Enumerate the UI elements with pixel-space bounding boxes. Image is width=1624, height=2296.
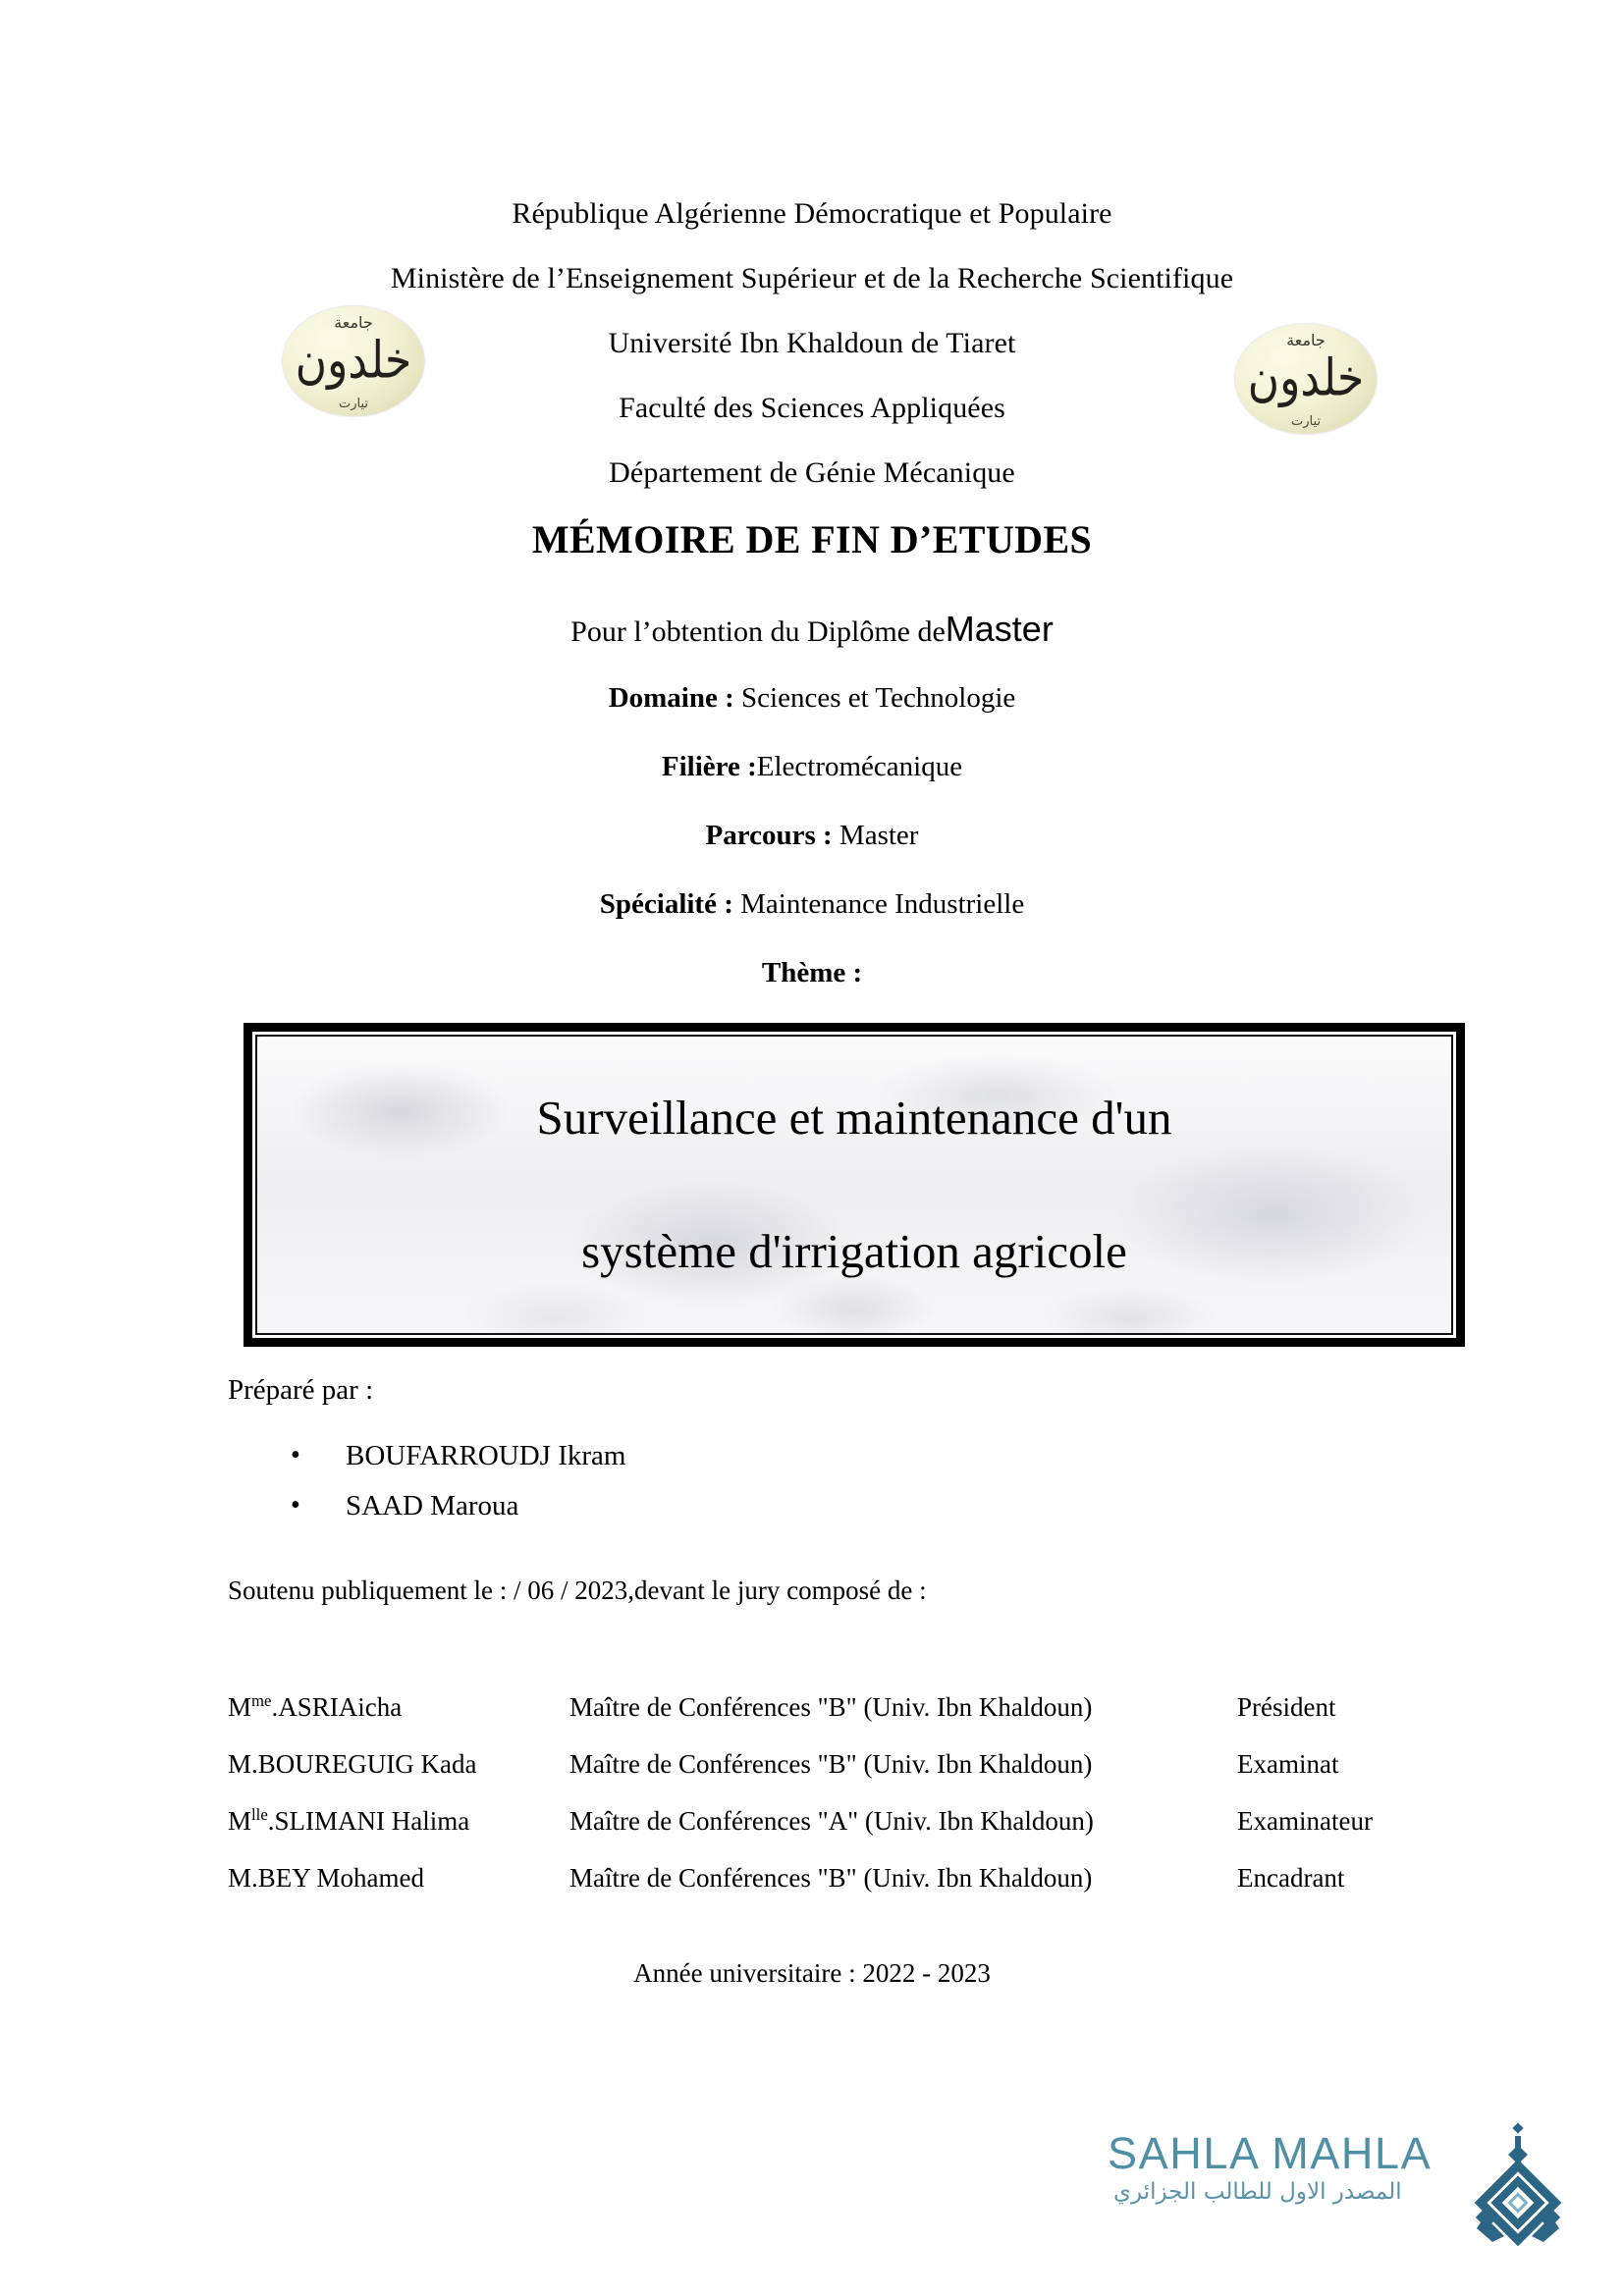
jury-name-text: .BOUREGUIG Kada: [251, 1749, 477, 1779]
table-row: [228, 1679, 1457, 1735]
jury-member-role: Président: [1237, 1692, 1336, 1722]
theme-title-line-2: système d'irrigation agricole: [581, 1224, 1127, 1278]
header-line-university: Université Ibn Khaldoun de Tiaret: [608, 327, 1016, 359]
sahla-mahla-watermark: [1108, 2128, 1559, 2246]
diploma-prefix: Pour l’obtention du Diplôme de: [570, 615, 946, 648]
header-line-faculty: Faculté des Sciences Appliquées: [619, 392, 1005, 424]
theme-box-inner: [255, 1035, 1453, 1335]
seal-right-top-arc-text: جامعة: [1286, 331, 1326, 349]
jury-title-prefix: M: [228, 1692, 252, 1722]
jury-member-name: [228, 1792, 569, 1849]
header-line-ministry: Ministère de l’Enseignement Supérieur et de la Recherche Scientifique: [390, 262, 1234, 294]
jury-name-text: .ASRIAicha: [271, 1692, 403, 1722]
jury-title-prefix: M: [228, 1749, 252, 1779]
jury-table: [228, 1679, 1457, 1906]
specialite-line: [0, 888, 1624, 921]
institution-header: [0, 182, 1624, 506]
prepared-by-label: Préparé par :: [228, 1374, 374, 1406]
jury-member-rank: Maître de Conférences "A" (Univ. Ibn Khaldoun): [569, 1806, 1094, 1836]
theme-label: Thème :: [761, 957, 863, 988]
parcours-line: [0, 820, 1624, 852]
jury-member-role: Encadrant: [1237, 1863, 1345, 1893]
watermark-subtitle: المصدر الاول للطالب الجزائري: [1113, 2179, 1402, 2205]
filiere-label: Filière :: [661, 751, 757, 782]
watermark-title: SAHLA MAHLA: [1108, 2128, 1433, 2178]
university-seal-right-icon: [1235, 324, 1377, 434]
jury-title-suffix: me: [251, 1691, 272, 1710]
seal-left-glyphs: خلدون: [295, 331, 412, 391]
header-line-republic: République Algérienne Démocratique et Populaire: [512, 197, 1112, 230]
filiere-line: [0, 751, 1624, 783]
diploma-line: [0, 609, 1624, 650]
filiere-value: Electromécanique: [756, 751, 963, 782]
theme-box: [244, 1023, 1465, 1347]
jury-title-prefix: M: [228, 1806, 252, 1836]
jury-member-name: [228, 1679, 569, 1735]
parcours-label: Parcours :: [705, 820, 839, 851]
specialite-label: Spécialité :: [599, 888, 741, 920]
table-row: [228, 1735, 1457, 1792]
seal-left-top-arc-text: جامعة: [334, 313, 373, 332]
jury-member-name: [228, 1849, 569, 1906]
defense-line: Soutenu publiquement le : / 06 / 2023,devant le jury composé de :: [228, 1575, 927, 1605]
memoire-title: MÉMOIRE DE FIN D’ETUDES: [531, 517, 1093, 561]
seal-right-bottom-arc-text: تيارت: [1290, 414, 1322, 429]
diploma-degree: Master: [945, 609, 1054, 649]
jury-member-rank: Maître de Conférences "B" (Univ. Ibn Khaldoun): [569, 1749, 1093, 1779]
author-list: [228, 1431, 915, 1531]
jury-member-role: Examinat: [1237, 1749, 1339, 1779]
sahla-mahla-ornament-icon: [1471, 2120, 1565, 2246]
theme-title-line-1: Surveillance et maintenance d'un: [536, 1091, 1172, 1145]
jury-name-text: .SLIMANI Halima: [267, 1806, 470, 1836]
jury-title-prefix: M: [228, 1863, 252, 1893]
list-item: • SAAD Maroua: [228, 1481, 915, 1531]
seal-left-bottom-arc-text: تيارت: [338, 397, 369, 411]
jury-member-role: Examinateur: [1237, 1806, 1373, 1836]
table-row: [228, 1792, 1457, 1849]
jury-member-rank: Maître de Conférences "B" (Univ. Ibn Khaldoun): [569, 1863, 1093, 1893]
domaine-value: Sciences et Technologie: [741, 682, 1016, 714]
academic-year: Année universitaire : 2022 - 2023: [633, 1958, 991, 1988]
list-item: • BOUFARROUDJ Ikram: [228, 1431, 915, 1481]
university-seal-left-icon: [283, 306, 424, 416]
domaine-line: [0, 682, 1624, 715]
jury-title-suffix: lle: [251, 1805, 268, 1824]
header-line-department: Département de Génie Mécanique: [609, 456, 1015, 489]
jury-name-text: .BEY Mohamed: [251, 1863, 424, 1893]
specialite-value: Maintenance Industrielle: [740, 888, 1025, 920]
table-row: [228, 1849, 1457, 1906]
parcours-value: Master: [839, 820, 919, 851]
seal-right-glyphs: خلدون: [1247, 348, 1365, 408]
jury-member-name: [228, 1735, 569, 1792]
domaine-label: Domaine :: [608, 682, 742, 714]
jury-member-rank: Maître de Conférences "B" (Univ. Ibn Khaldoun): [569, 1692, 1093, 1722]
